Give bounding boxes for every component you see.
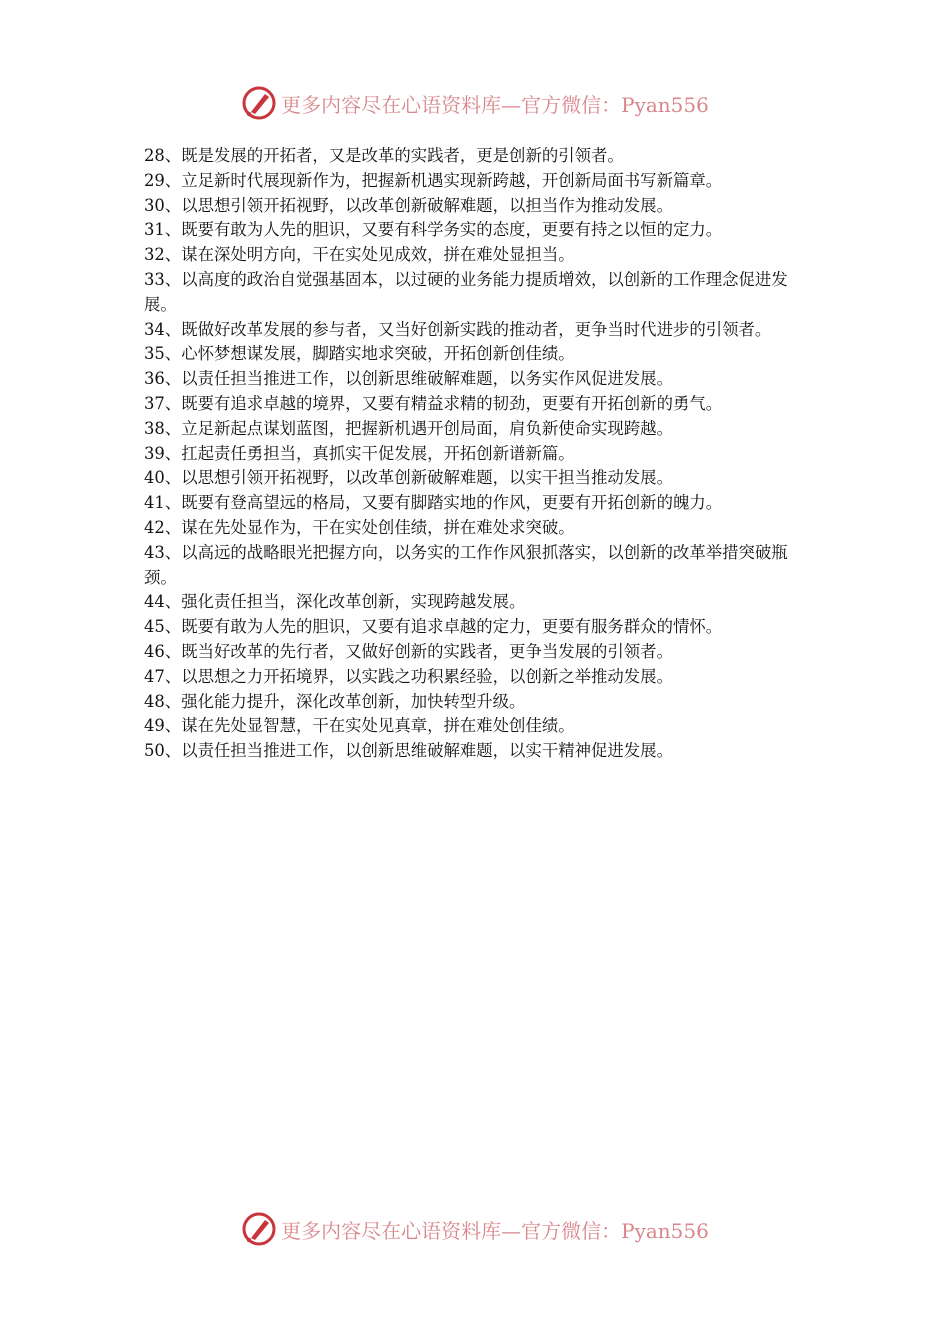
list-item: 30、以思想引领开拓视野，以改革创新破解难题，以担当作为推动发展。 bbox=[144, 195, 673, 215]
list-item: 40、以思想引领开拓视野，以改革创新破解难题，以实干担当推动发展。 bbox=[144, 468, 673, 488]
header-watermark-text: 更多内容尽在心语资料库—官方微信：Pyan556 bbox=[281, 92, 709, 117]
list-item: 38、立足新起点谋划蓝图，把握新机遇开创局面，肩负新使命实现跨越。 bbox=[144, 418, 673, 438]
list-item: 29、立足新时代展现新作为，把握新机遇实现新跨越，开创新局面书写新篇章。 bbox=[144, 170, 723, 190]
list-item: 50、以责任担当推进工作，以创新思维破解难题，以实干精神促进发展。 bbox=[144, 741, 673, 761]
list-item: 37、既要有追求卓越的境界，又要有精益求精的韧劲，更要有开拓创新的勇气。 bbox=[144, 393, 723, 413]
list-item: 49、谋在先处显智慧，干在实处见真章，拼在难处创佳绩。 bbox=[144, 716, 575, 736]
list-item: 31、既要有敢为人先的胆识，又要有科学务实的态度，更要有持之以恒的定力。 bbox=[144, 220, 723, 240]
list-item: 28、既是发展的开拓者，又是改革的实践者，更是创新的引领者。 bbox=[144, 146, 624, 165]
list-item: 45、既要有敢为人先的胆识，又要有追求卓越的定力，更要有服务群众的情怀。 bbox=[144, 617, 723, 637]
list-item: 33、以高度的政治自觉强基固本，以过硬的业务能力提质增效，以创新的工作理念促进发展。 bbox=[144, 269, 788, 314]
list-item: 46、既当好改革的先行者，又做好创新的实践者，更争当发展的引领者。 bbox=[144, 641, 673, 661]
footer-watermark-banner bbox=[0, 1209, 950, 1249]
list-item: 32、谋在深处明方向，干在实处见成效，拼在难处显担当。 bbox=[144, 245, 575, 265]
footer-watermark-text: 更多内容尽在心语资料库—官方微信：Pyan556 bbox=[281, 1218, 709, 1243]
list-item: 44、强化责任担当，深化改革创新，实现跨越发展。 bbox=[144, 592, 526, 612]
pen-nib-circle-icon bbox=[241, 85, 277, 121]
document-body bbox=[144, 144, 810, 764]
list-item: 35、心怀梦想谋发展，脚踏实地求突破，开拓创新创佳绩。 bbox=[144, 344, 575, 364]
list-item: 42、谋在先处显作为，干在实处创佳绩，拼在难处求突破。 bbox=[144, 517, 575, 537]
list-item: 34、既做好改革发展的参与者，又当好创新实践的推动者，更争当时代进步的引领者。 bbox=[144, 319, 772, 339]
list-item: 41、既要有登高望远的格局，又要有脚踏实地的作风，更要有开拓创新的魄力。 bbox=[144, 493, 723, 513]
pen-nib-circle-icon bbox=[241, 1211, 277, 1247]
list-item: 43、以高远的战略眼光把握方向，以务实的工作作风狠抓落实，以创新的改革举措突破瓶颈。 bbox=[144, 542, 788, 587]
list-item: 36、以责任担当推进工作，以创新思维破解难题，以务实作风促进发展。 bbox=[144, 369, 673, 389]
header-watermark-banner bbox=[0, 83, 950, 123]
list-item: 48、强化能力提升，深化改革创新，加快转型升级。 bbox=[144, 691, 526, 711]
list-item: 47、以思想之力开拓境界，以实践之功积累经验，以创新之举推动发展。 bbox=[144, 666, 673, 686]
list-item: 39、扛起责任勇担当，真抓实干促发展，开拓创新谱新篇。 bbox=[144, 443, 575, 463]
